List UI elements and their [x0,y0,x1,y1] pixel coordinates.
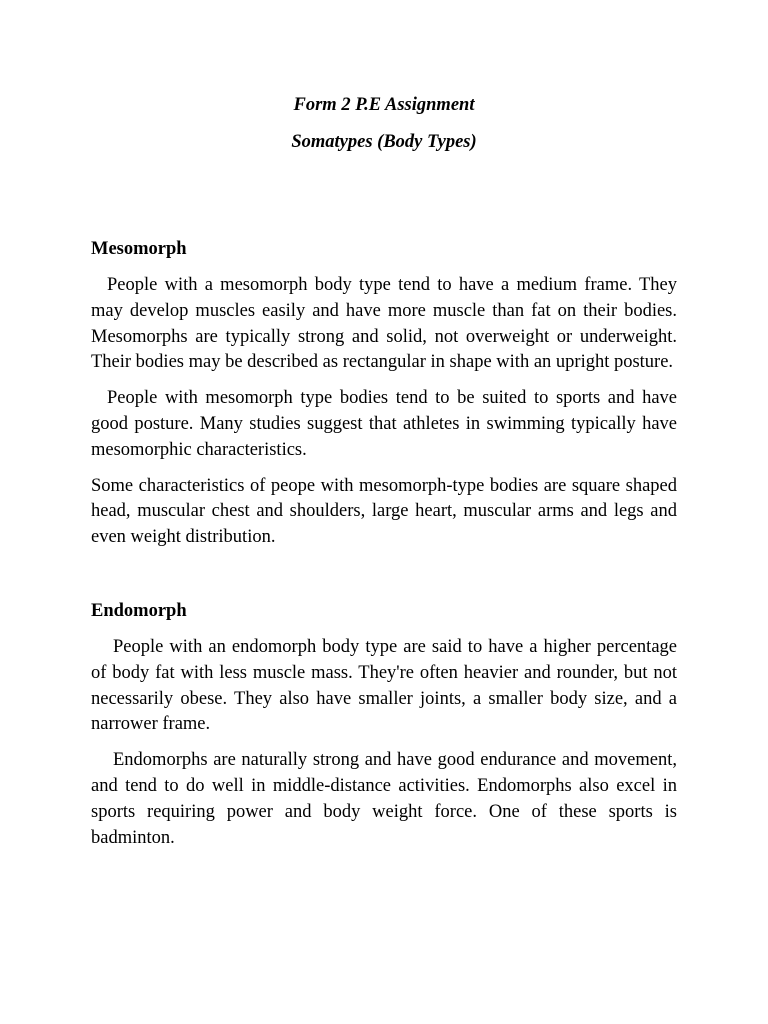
section-heading: Mesomorph [91,239,187,259]
paragraph: People with mesomorph type bodies tend to be suited to sports and have good posture. Many studies suggest that athletes in swimming typically have mesomorphic characteristics. [91,388,677,460]
document-body [91,237,677,861]
section-spacer [91,561,677,599]
section-mesomorph [91,237,677,551]
section-heading: Endomorph [91,600,187,621]
paragraph: People with an endomorph body type are said to have a higher percentage of body fat with less muscle mass. They're often heavier and rounder, but not necessarily obese. They also have smaller joints, a smaller body size, and a narrower frame. [91,636,677,735]
paragraph: Endomorphs are naturally strong and have good endurance and movement, and tend to do well in middle-distance activities. Endomorphs also excel in sports requiring power and body weight force. One of these sports is badminton. [91,750,677,848]
section-endomorph [91,599,677,851]
document-subtitle: Somatypes (Body Types) [291,132,477,152]
paragraph: People with a mesomorph body type tend to have a medium frame. They may develop muscles easily and have more muscle than fat on their bodies. Mesomorphs are typically strong and solid, not overweight or underweight. Their bodies may be described as rectangular in shape with an upright posture. [91,275,677,373]
paragraph: Some characteristics of peope with mesomorph-type bodies are square shaped head, muscular chest and shoulders, large heart, muscular arms and legs and even weight distribution. [91,475,677,548]
document-title: Form 2 P.E Assignment [293,95,475,115]
